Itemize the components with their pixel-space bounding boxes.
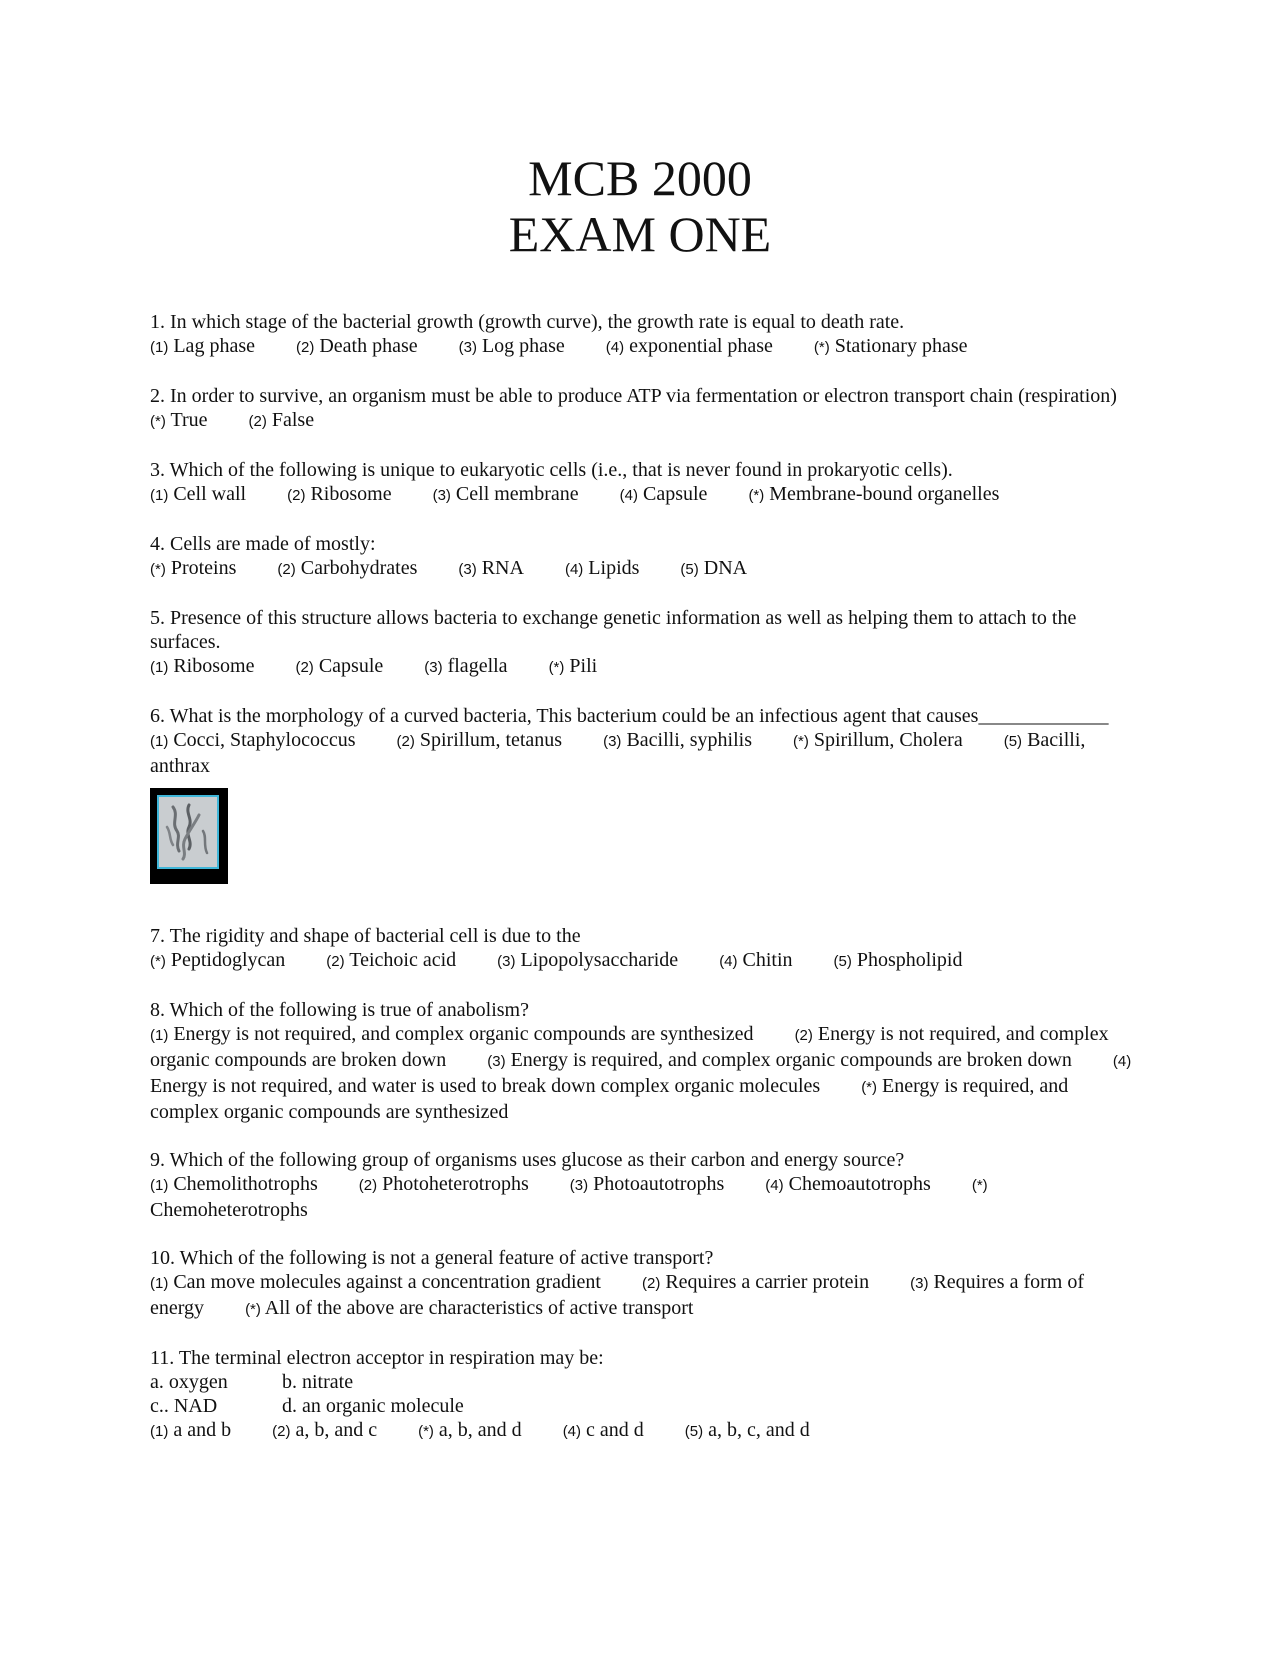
question-text: 11. The terminal electron acceptor in respiration may be: [150, 1347, 604, 1369]
question-text: 10. Which of the following is not a general feature of active transport? [150, 1247, 714, 1269]
answer-option[interactable]: (4) Chemoautotrophs [765, 1173, 931, 1195]
answer-option[interactable]: (4) c and d [562, 1419, 644, 1441]
answer-options [150, 1172, 1135, 1222]
question-text: 5. Presence of this structure allows bacteria to exchange genetic information as well as helping them to attach to the surfaces. [150, 607, 1077, 653]
answer-option[interactable]: (3) RNA [458, 557, 524, 579]
answer-option[interactable]: (4) Chitin [719, 949, 793, 971]
answer-option[interactable]: (3) flagella [424, 655, 508, 677]
question-text: 6. What is the morphology of a curved bacteria, This bacterium could be an infectious agent that causes_____________ [150, 705, 1109, 727]
answer-option[interactable]: (2) Requires a carrier protein [641, 1271, 870, 1293]
acceptor-choice: d. an organic molecule [282, 1395, 464, 1417]
answer-option[interactable]: (*) Proteins [150, 557, 237, 579]
answer-option[interactable]: (1) Cocci, Staphylococcus [150, 729, 356, 751]
answer-option[interactable]: (2) a, b, and c [272, 1419, 378, 1441]
question-text: 2. In order to survive, an organism must be able to produce ATP via fermentation or electron transport chain (respiration) [150, 385, 1117, 407]
answer-options [150, 728, 1135, 778]
answer-options [150, 408, 1135, 434]
answer-option[interactable]: (*) True [150, 409, 208, 431]
exam-subtitle: EXAM ONE [508, 206, 772, 262]
answer-option[interactable]: (*) Membrane-bound organelles [748, 483, 1000, 505]
answer-option[interactable]: (1) Ribosome [150, 655, 255, 677]
answer-option[interactable]: (4) Lipids [564, 557, 640, 579]
question-5 [150, 606, 1135, 680]
answer-option[interactable]: (2) Teichoic acid [326, 949, 457, 971]
answer-option[interactable]: (2) Photoheterotrophs [358, 1173, 529, 1195]
acceptor-choice: a. oxygen [150, 1371, 228, 1393]
question-9 [150, 1148, 1135, 1222]
question-4 [150, 532, 1135, 582]
answer-option[interactable]: (*) Stationary phase [813, 335, 968, 357]
question-1 [150, 310, 1135, 360]
acceptor-choices-row [150, 1370, 1135, 1394]
answer-option[interactable]: (3) Photoautotrophs [569, 1173, 725, 1195]
answer-option[interactable]: (2) Ribosome [287, 483, 392, 505]
bacteria-micrograph [150, 788, 228, 884]
acceptor-choices-row [150, 1394, 1135, 1418]
answer-option[interactable]: (4) exponential phase [605, 335, 773, 357]
answer-option[interactable]: (2) Energy is not required, and complex organic compounds are broken down [150, 1023, 1109, 1071]
answer-option[interactable]: (*) Energy is required, and complex organic compounds are synthesized [150, 1075, 1069, 1123]
question-8 [150, 998, 1135, 1124]
acceptor-choice: c.. NAD [150, 1395, 218, 1417]
question-text: 8. Which of the following is true of anabolism? [150, 999, 529, 1021]
answer-option[interactable]: (1) Chemolithotrophs [150, 1173, 318, 1195]
answer-option[interactable]: (1) Energy is not required, and complex organic compounds are synthesized [150, 1023, 754, 1045]
question-text: 4. Cells are made of mostly: [150, 533, 376, 555]
answer-option[interactable]: (5) a, b, c, and d [684, 1419, 810, 1441]
question-10 [150, 1246, 1135, 1322]
answer-option[interactable]: (3) Energy is required, and complex organic compounds are broken down [487, 1049, 1072, 1071]
answer-options [150, 1270, 1135, 1322]
question-text: 7. The rigidity and shape of bacterial cell is due to the [150, 925, 581, 947]
micrograph-frame [157, 795, 219, 869]
answer-option[interactable]: (1) Can move molecules against a concentration gradient [150, 1271, 601, 1293]
question-text: 1. In which stage of the bacterial growth (growth curve), the growth rate is equal to death rate. [150, 311, 905, 333]
answer-options [150, 556, 1135, 582]
answer-option[interactable]: (2) Spirillum, tetanus [396, 729, 563, 751]
answer-option[interactable]: (5) DNA [680, 557, 748, 579]
answer-option[interactable]: (4) Capsule [619, 483, 708, 505]
answer-option[interactable]: (3) Cell membrane [432, 483, 579, 505]
answer-options [150, 334, 1135, 360]
answer-option[interactable]: (*) All of the above are characteristics of active transport [245, 1297, 694, 1319]
answer-option[interactable]: (*) Pili [548, 655, 598, 677]
answer-options [150, 482, 1135, 508]
answer-option[interactable]: (2) Capsule [295, 655, 384, 677]
answer-option[interactable]: (1) Lag phase [150, 335, 255, 357]
answer-option[interactable]: (*) Chemoheterotrophs [150, 1177, 988, 1221]
answer-option[interactable]: (2) Carbohydrates [277, 557, 418, 579]
answer-options [150, 1418, 1135, 1444]
answer-option[interactable]: (2) False [248, 409, 315, 431]
question-11 [150, 1346, 1135, 1444]
course-title: MCB 2000 [528, 150, 752, 206]
question-7 [150, 924, 1135, 974]
answer-options [150, 1022, 1135, 1124]
answer-option[interactable]: (1) a and b [150, 1419, 232, 1441]
answer-option[interactable]: (5) Bacilli, anthrax [150, 729, 1086, 777]
answer-option[interactable]: (3) Log phase [458, 335, 565, 357]
question-text: 9. Which of the following group of organisms uses glucose as their carbon and energy source? [150, 1149, 905, 1171]
answer-option[interactable]: (*) a, b, and d [418, 1419, 522, 1441]
question-3 [150, 458, 1135, 508]
answer-option[interactable]: (4) Energy is not required, and water is used to break down complex organic molecules [150, 1053, 1132, 1097]
answer-option[interactable]: (1) Cell wall [150, 483, 247, 505]
question-6 [150, 704, 1135, 884]
question-text: 3. Which of the following is unique to eukaryotic cells (i.e., that is never found in prokaryotic cells). [150, 459, 953, 481]
answer-options [150, 948, 1135, 974]
answer-option[interactable]: (3) Lipopolysaccharide [497, 949, 679, 971]
question-list [150, 310, 1135, 1468]
answer-option[interactable]: (*) Peptidoglycan [150, 949, 286, 971]
curved-bacteria-image [159, 797, 217, 867]
answer-option[interactable]: (3) Bacilli, syphilis [603, 729, 752, 751]
answer-option[interactable]: (*) Spirillum, Cholera [793, 729, 963, 751]
exam-title [0, 150, 1280, 262]
answer-options [150, 654, 1135, 680]
acceptor-choice: b. nitrate [282, 1371, 354, 1393]
answer-option[interactable]: (2) Death phase [295, 335, 418, 357]
answer-option[interactable]: (5) Phospholipid [833, 949, 963, 971]
answer-option[interactable]: (3) Requires a form of energy [150, 1271, 1084, 1319]
question-2 [150, 384, 1135, 434]
